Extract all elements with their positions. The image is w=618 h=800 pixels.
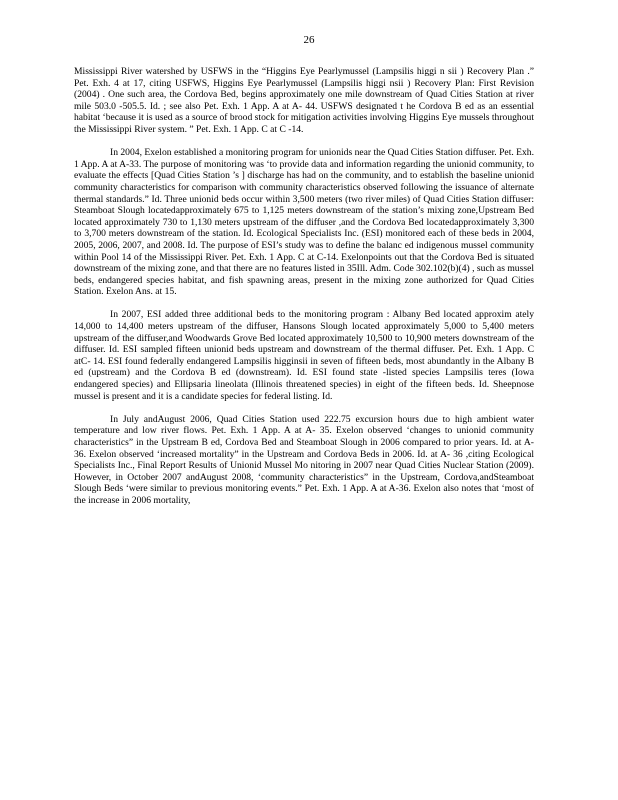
paragraph-monitoring-program: In 2004, Exelon established a monitoring program for unionids near the Quad Cities Station diffuser. Pet. Exh. 1 App. A at A-33. The purpose of monitoring was ‘to provide data and information regarding the unionid community, to evaluate the effects [Quad Cities Station ’s ] discharge has had on the community, and to establish the baseline unionid community characteristics for comparison with community characteristics observed following the issuance of alternate thermal standards.” Id. Three unionid beds occur within 3,500 meters (two river miles) of Quad Cities Station diffuser: Steamboat Slough locatedapproximately 675 to 1,125 meters downstream of the station’s mixing zone,Upstream Bed located approximately 730 to 1,130 meters upstream of the diffuser ,and the Cordova Bed locatedapproximately 3,300 to 3,700 meters downstream of the station. Id. Ecological Specialists Inc. (ESI) monitored each of these beds in 2004, 2005, 2006, 2007, and 2008. Id. The purpose of ESI’s study was to define the balanc ed indigenous mussel community within Pool 14 of the Mississippi River. Pet. Exh. 1 App. C at C-14. Exelonpoints out that the Cordova Bed is situated downstream of the mixing zone, and that there are no features listed in 35Ill. Adm. Code 302.102(b)(4) , such as mussel beds, endangered species habitat, and fish spawning areas, present in the mixing zone authorized for Quad Cities Station. Exelon Ans. at 15. [74,147,535,298]
paragraph-additional-beds: In 2007, ESI added three additional beds to the monitoring program : Albany Bed located approxim ately 14,000 to 14,400 meters upstream of the diffuser, Hansons Slough located approximately 5,000 to 5,400 meters upstream of the diffuser,and Woodwards Grove Bed located approximately 10,500 to 10,900 meters downstream of the diffuser. Id. ESI sampled fifteen unionid beds upstream and downstream of the thermal diffuser. Pet. Exh. 1 App. C atC- 14. ESI found federally endangered Lampsilis higginsii in seven of fifteen beds, most abundantly in the Albany B ed (upstream) and the Cordova B ed (downstream). Id. ESI found state -listed species Lampsilis teres (Iowa endangered species) and Ellipsaria lineolata (Illinois threatened species) in eight of the fifteen beds. Id. Sheepnose mussel is present and it is a candidate species for federal listing. Id. [74,309,534,402]
paragraph-higgins-eye-habitat: Mississippi River watershed by USFWS in the “Higgins Eye Pearlymussel (Lampsilis higgi n sii ) Recovery Plan .” Pet. Exh. 4 at 17, citing USFWS, Higgins Eye Pearlymussel (Lampsilis higgi nsii ) Recovery Plan: First Revision (2004) . One such area, the Cordova Bed, begins approximately one mile downstream of Quad Cities Station at river mile 503.0 -505.5. Id. ; see also Pet. Exh. 1 App. A at A- 44. USFWS designated t he Cordova B ed as an essential habitat ‘because it is used as a source of brood stock for mitigation activities involving Higgins Eye mussels throughout the Mississippi River system. ” Pet. Exh. 1 App. C at C -14. [74,66,534,135]
paragraph-excursion-hours: In July andAugust 2006, Quad Cities Station used 222.75 excursion hours due to high ambient water temperature and low river flows. Pet. Exh. 1 App. A at A- 35. Exelon observed ‘changes to unionid community characteristics” in the Upstream B ed, Cordova Bed and Steamboat Slough in 2006 compared to prior years. Id. at A- 36. Exelon observed ‘increased mortality” in the Upstream and Cordova Beds in 2006. Id. at A- 36 ,citing Ecological Specialists Inc., Final Report Results of Unionid Mussel Mo nitoring in 2007 near Quad Cities Nuclear Station (2009). However, in October 2007 andAugust 2008, ‘community characteristics” in the Upstream, Cordova,andSteamboat Slough Beds ‘were similar to previous monitoring events.” Pet. Exh. 1 App. A at A-36. Exelon also notes that ‘most of the increase in 2006 mortality, [74,413,534,506]
body-text [74,66,534,507]
page-number: 26 [303,34,315,46]
